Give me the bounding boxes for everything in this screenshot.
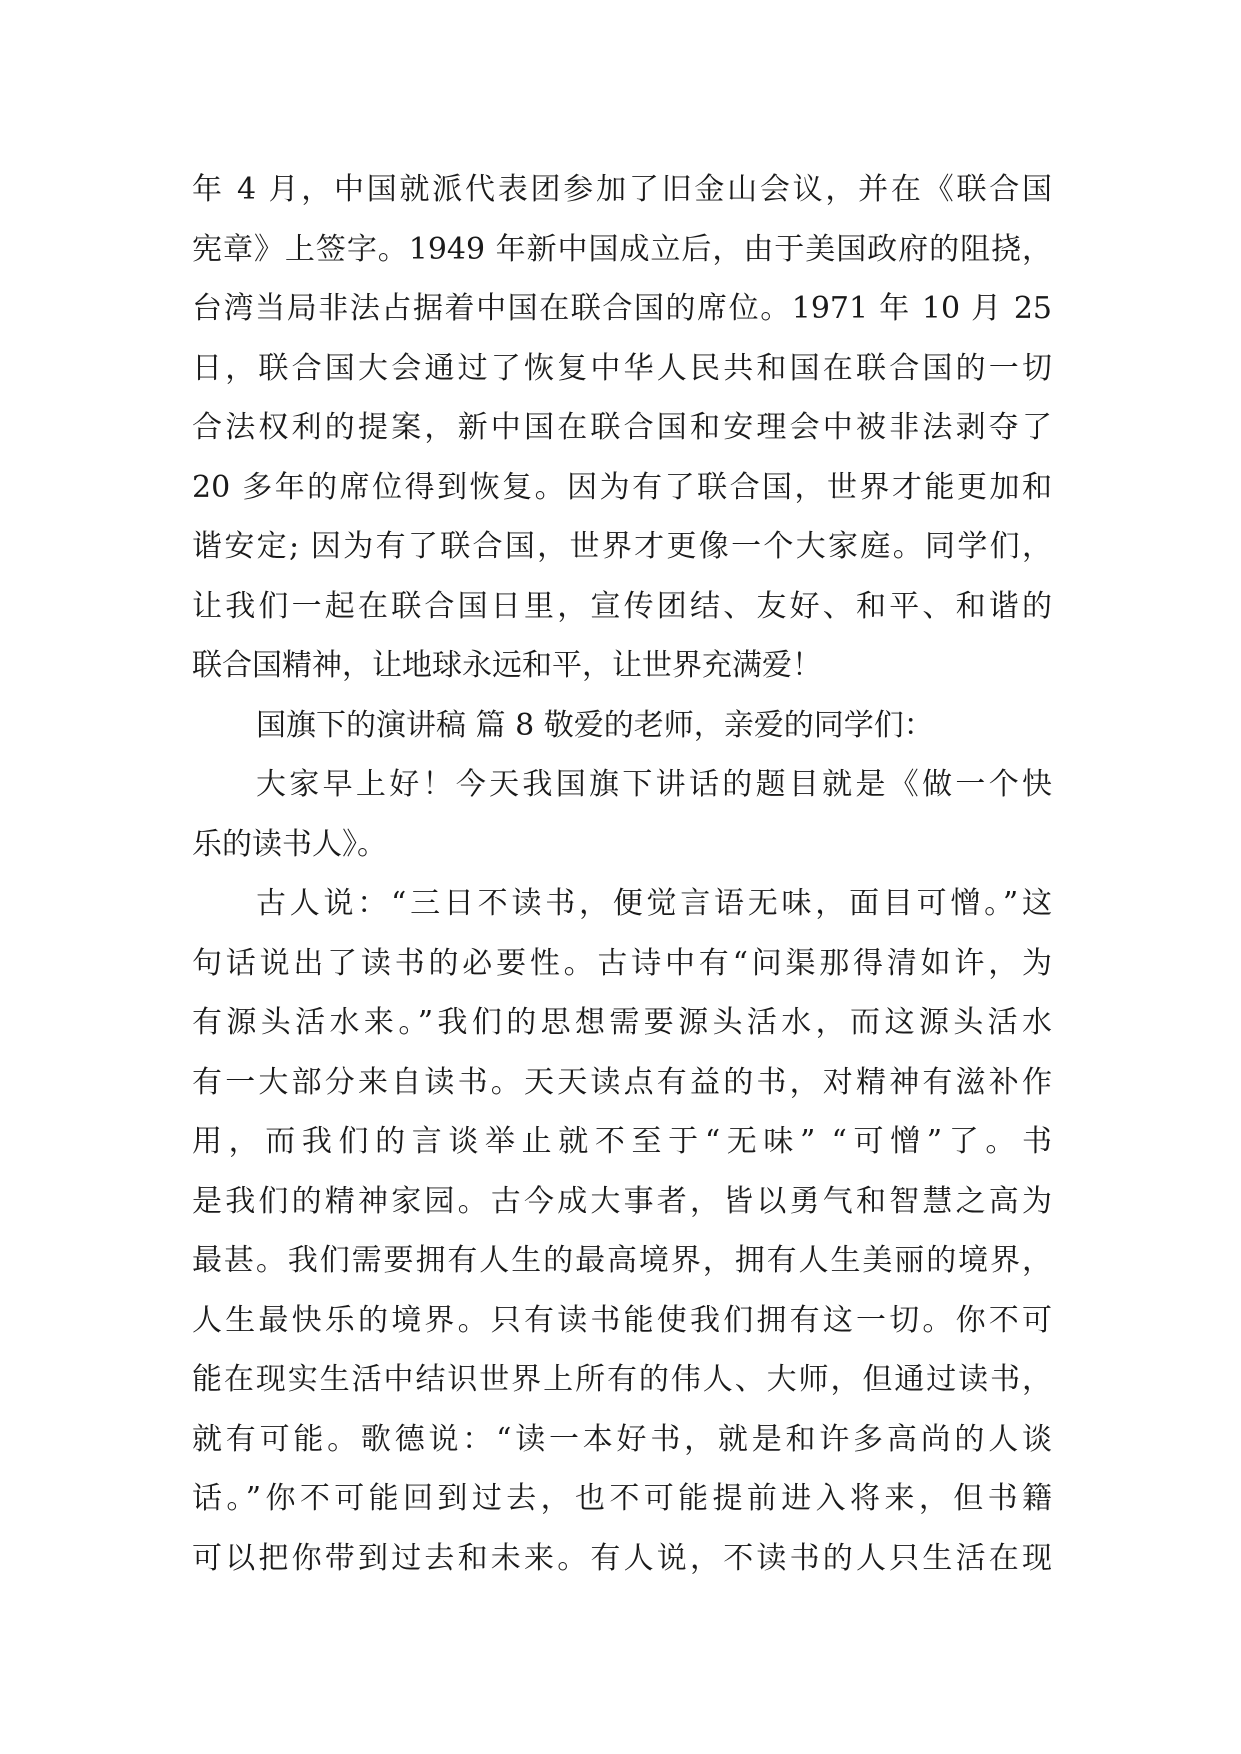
text-line: 宪章》上签字。1949 年新中国成立后，由于美国政府的阻挠， xyxy=(192,231,1052,267)
text-line: 是我们的精神家园。古今成大事者，皆以勇气和智慧之高为 xyxy=(192,1183,1052,1219)
text-line: 有源头活水来。”我们的思想需要源头活水，而这源头活水 xyxy=(192,1005,1052,1040)
text-line: 台湾当局非法占据着中国在联合国的席位。1971 年 10 月 25 xyxy=(192,291,1052,326)
text-line: 古人说：“三日不读书，便觉言语无味，面目可憎。”这 xyxy=(256,886,1052,921)
text-line: 年 4 月，中国就派代表团参加了旧金山会议，并在《联合国 xyxy=(192,172,1052,207)
text-line: 合法权利的提案，新中国在联合国和安理会中被非法剥夺了 xyxy=(192,410,1052,445)
document-body xyxy=(192,160,1052,1588)
text-line: 可以把你带到过去和未来。有人说，不读书的人只生活在现 xyxy=(192,1540,1052,1576)
text-line: 让我们一起在联合国日里，宣传团结、友好、和平、和谐的 xyxy=(192,588,1052,624)
text-line: 人生最快乐的境界。只有读书能使我们拥有这一切。你不可 xyxy=(192,1302,1052,1338)
text-line: 句话说出了读书的必要性。古诗中有“问渠那得清如许，为 xyxy=(192,945,1052,981)
text-line: 话。”你不可能回到过去，也不可能提前进入将来，但书籍 xyxy=(192,1481,1052,1516)
text-line: 有一大部分来自读书。天天读点有益的书，对精神有滋补作 xyxy=(192,1064,1052,1100)
section-heading-line: 国旗下的演讲稿 篇 8 敬爱的老师，亲爱的同学们： xyxy=(256,707,934,743)
text-line: 谐安定; 因为有了联合国，世界才更像一个大家庭。同学们， xyxy=(192,529,1052,564)
text-line: 日，联合国大会通过了恢复中华人民共和国在联合国的一切 xyxy=(192,350,1052,386)
text-line: 最甚。我们需要拥有人生的最高境界，拥有人生美丽的境界， xyxy=(192,1243,1052,1278)
text-line: 用，而我们的言谈举止就不至于“无味” “可憎”了。书 xyxy=(192,1124,1052,1159)
text-line: 乐的读书人》。 xyxy=(192,826,387,862)
text-line: 联合国精神，让地球永远和平，让世界充满爱！ xyxy=(192,648,822,683)
text-line: 能在现实生活中结识世界上所有的伟人、大师，但通过读书， xyxy=(192,1362,1052,1397)
text-line: 20 多年的席位得到恢复。因为有了联合国，世界才能更加和 xyxy=(192,469,1052,505)
text-line: 就有可能。歌德说：“读一本好书，就是和许多高尚的人谈 xyxy=(192,1421,1052,1457)
text-line: 大家早上好！今天我国旗下讲话的题目就是《做一个快 xyxy=(256,767,1052,802)
